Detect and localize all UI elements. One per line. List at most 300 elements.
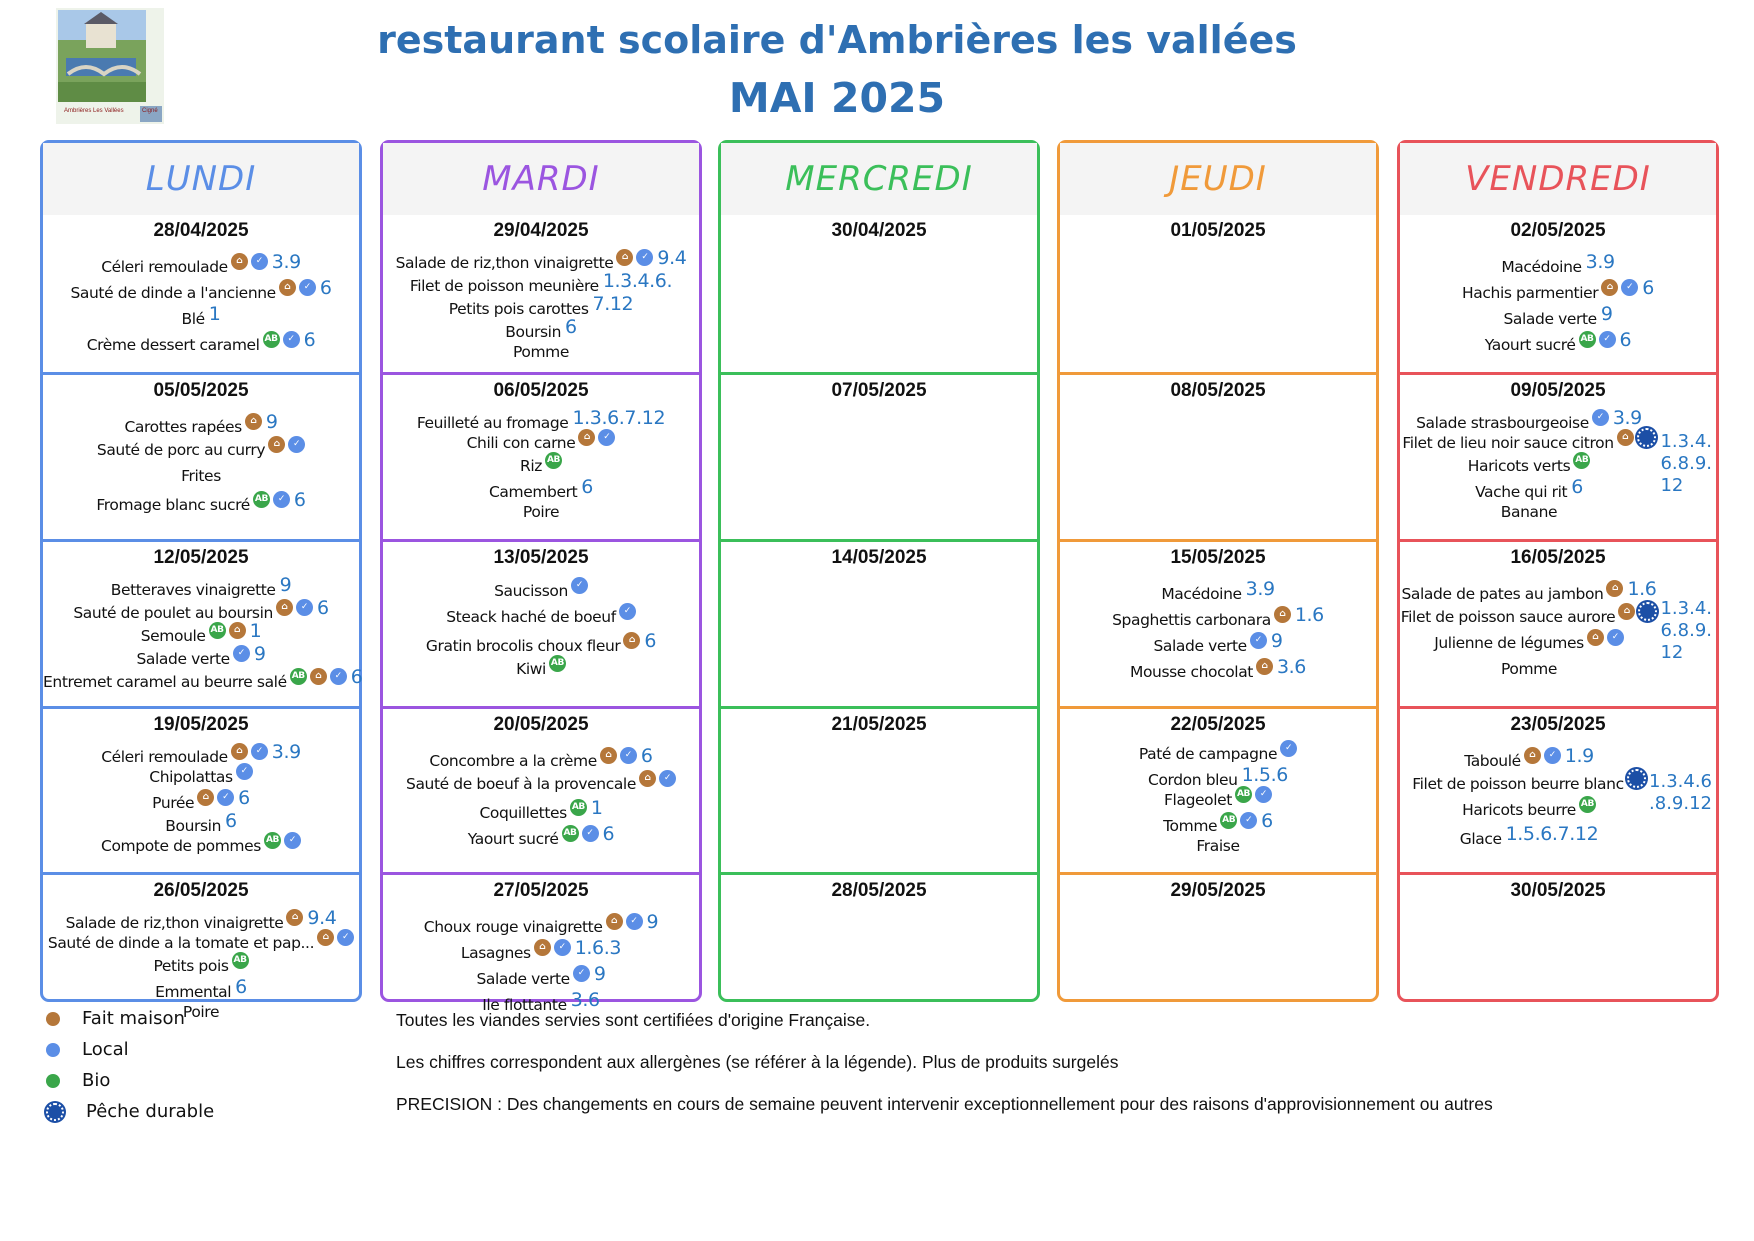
legend-item-maison [46,1008,185,1029]
local-icon: ✓ [1250,632,1267,649]
menu-item [1400,634,1658,652]
menu-item [383,457,699,475]
local-icon: ✓ [251,743,268,760]
fait-maison-icon: ⌂ [1617,429,1634,446]
bio-icon: AB [1573,452,1590,469]
menu-cell [1060,372,1376,539]
dish-name: Boursin [165,817,221,835]
dish-name: Macédoine [1501,258,1582,276]
day-column-mardi [380,140,702,1014]
menu-cell [1400,539,1716,706]
dish-name: Macédoine [1161,585,1242,603]
day-column-mercredi [718,140,1040,1002]
allergen-codes: 6 [640,745,653,767]
local-icon: ✓ [1621,279,1638,296]
local-icon: ✓ [284,832,301,849]
dish-name: Pomme [512,343,569,361]
allergen-codes: 6 [602,823,615,845]
fait-maison-icon: ⌂ [231,743,248,760]
fait-maison-icon: ⌂ [1606,580,1623,597]
day-header: MARDI [383,143,699,215]
dish-name: Poire [522,503,560,521]
menu-item [1060,791,1376,809]
allergen-codes: 6 [225,810,237,832]
allergen-codes: 9.4 [657,247,687,269]
menu-item [1400,823,1658,849]
fait-maison-icon: ⌂ [1601,279,1618,296]
dish-name: Coquillettes [479,804,567,822]
local-icon: ✓ [1607,629,1624,646]
menu-item [383,293,699,319]
fait-maison-icon: ⌂ [317,929,334,946]
local-icon: ✓ [626,913,643,930]
dish-name: Betteraves vinaigrette [110,581,276,599]
dish-name: Mousse chocolat [1129,663,1253,681]
allergen-codes: 9 [593,963,606,985]
allergen-codes: 6 [303,329,316,351]
menu-date: 14/05/2025 [831,547,927,568]
allergen-codes: 1.6 [1627,578,1657,600]
allergen-codes: 3.9 [1612,407,1642,429]
menu-item [1060,604,1376,630]
menu-cell [1060,539,1376,706]
menu-item [1400,608,1658,627]
dish-name: Chipolattas [149,768,233,786]
allergen-codes: 7.12 [592,293,634,315]
menu-item [43,574,359,600]
menu-item [43,957,359,975]
dish-name: Emmental [155,983,232,1001]
fait-maison-icon: ⌂ [268,436,285,453]
allergen-codes: 1 [590,797,603,819]
dish-name: Frites [181,467,221,485]
local-icon: ✓ [582,825,599,842]
menu-item [383,630,699,656]
menu-date: 08/05/2025 [1170,380,1266,401]
dish-name: Yaourt sucré [1484,336,1576,354]
menu-item [1400,303,1716,329]
dish-name: Salade de riz,thon vinaigrette [65,914,284,932]
fait-maison-icon: ⌂ [1587,629,1604,646]
fait-maison-icon: ⌂ [197,789,214,806]
menu-cell [721,872,1037,1002]
allergen-codes: 9.4 [307,907,337,929]
menu-item [43,467,359,485]
bio-icon: AB [264,832,281,849]
menu-cell [721,539,1037,706]
local-icon: ✓ [296,599,313,616]
peche-durable-icon [1637,428,1656,447]
menu-cell [1060,706,1376,872]
menu-date: 29/04/2025 [493,220,589,241]
menu-cell [383,539,699,706]
local-icon: ✓ [659,770,676,787]
dish-name: Entremet caramel au beurre salé [43,673,287,691]
menu-date: 07/05/2025 [831,380,927,401]
bio-icon: AB [232,952,249,969]
menu-item [1060,837,1376,855]
local-icon: ✓ [273,491,290,508]
day-header: JEUDI [1060,143,1376,215]
menu-item [1400,660,1658,678]
allergen-codes: 9 [646,911,659,933]
allergen-codes: 1.6.3 [574,937,622,959]
dish-name: Crème dessert caramel [86,336,260,354]
local-icon: ✓ [636,249,653,266]
legend-label: Pêche durable [86,1101,215,1122]
menu-item [43,768,359,786]
menu-cell [1060,215,1376,372]
dish-name: Boursin [505,323,561,341]
menu-cell [43,539,363,706]
menu-item [43,303,359,329]
menu-item [43,489,359,515]
dish-name: Kiwi [516,660,546,678]
menu-date: 01/05/2025 [1170,220,1266,241]
dish-name: Petits pois [153,957,229,975]
allergen-codes: 6 [565,316,577,338]
allergen-codes: 1.6 [1294,604,1324,626]
bio-icon: AB [562,825,579,842]
allergen-codes: 6 [1261,810,1273,832]
menu-item [1400,407,1658,433]
legend-item-peche [46,1101,214,1122]
dish-name: Julienne de légumes [1434,634,1584,652]
day-header: MERCREDI [721,143,1037,215]
menu-date: 30/05/2025 [1510,880,1606,901]
menu-cell [1400,706,1716,872]
legend-item-bio [46,1070,110,1091]
fish-allergen-codes [1660,431,1712,497]
menu-date: 12/05/2025 [153,547,249,568]
dish-name: Purée [152,794,195,812]
bio-icon: AB [263,331,280,348]
bio-icon: AB [1579,331,1596,348]
menu-cell [721,372,1037,539]
dish-name: Salade de pates au jambon [1401,585,1604,603]
local-icon: ✓ [217,789,234,806]
menu-item [43,620,359,646]
fait-maison-icon: ⌂ [578,429,595,446]
menu-item [383,797,699,823]
local-icon: ✓ [1255,786,1272,803]
menu-item [383,343,699,361]
allergen-codes: 9 [1600,303,1613,325]
dish-name: Saucisson [494,582,568,600]
dish-name: Tomme [1163,817,1218,835]
fait-maison-icon: ⌂ [229,622,246,639]
peche-durable-icon [1638,602,1657,621]
menu-item [1060,578,1376,604]
local-icon [46,1043,60,1057]
menu-item [1400,251,1716,277]
allergen-codes: 3.9 [1245,578,1275,600]
local-icon: ✓ [571,577,588,594]
menu-date: 30/04/2025 [831,220,927,241]
menu-item [1400,578,1658,604]
bio-icon: AB [570,799,587,816]
allergen-line: 1.3.4. [1660,431,1712,452]
dish-name: Céleri remoulade [101,258,228,276]
allergen-codes: 6 [1619,329,1632,351]
page-title: restaurant scolaire d'Ambrières les vallées [377,18,1297,62]
local-icon: ✓ [299,279,316,296]
menu-date: 09/05/2025 [1510,380,1606,401]
allergen-codes: 9 [265,411,278,433]
dish-name: Filet de poisson sauce aurore [1400,608,1616,626]
menu-item [1400,503,1658,521]
note-allergenes: Les chiffres correspondent aux allergènes (se référer à la légende). Plus de produits surgelés [396,1052,1119,1072]
bio-icon: AB [1220,812,1237,829]
logo-caption-left: Ambrières Les Vallées [64,108,124,114]
dish-name: Sauté de dinde a la tomate et pap... [47,934,315,952]
fait-maison-icon: ⌂ [286,909,303,926]
local-icon: ✓ [1240,812,1257,829]
menu-item [1400,434,1658,453]
dish-name: Glace [1459,830,1502,848]
menu-date: 20/05/2025 [493,714,589,735]
local-icon: ✓ [283,331,300,348]
fait-maison-icon: ⌂ [310,668,327,685]
allergen-codes: 9 [279,574,292,596]
menu-item [1400,801,1658,819]
allergen-codes: 6 [644,630,657,652]
menu-item [383,582,699,600]
local-icon: ✓ [236,763,253,780]
allergen-codes: 6 [319,277,332,299]
menu-item [383,660,699,678]
dish-name: Taboulé [1464,752,1521,770]
local-icon: ✓ [620,747,637,764]
menu-item [1060,656,1376,682]
fait-maison-icon: ⌂ [1618,603,1635,620]
menu-cell [1060,872,1376,1002]
local-icon: ✓ [233,645,250,662]
menu-cell [721,215,1037,372]
allergen-line: 1.3.4.6 [1649,771,1712,792]
legend-label: Local [82,1039,129,1060]
allergen-codes: 3.9 [1585,251,1615,273]
menu-date: 21/05/2025 [831,714,927,735]
dish-name: Salade strasbourgeoise [1416,414,1589,432]
dish-name: Yaourt sucré [467,830,559,848]
menu-item [43,837,359,855]
dish-name: Céleri remoulade [101,748,228,766]
menu-item [1400,277,1716,303]
allergen-codes: 1 [249,620,262,642]
dish-name: Spaghettis carbonara [1112,611,1271,629]
dish-name: Feuilleté au fromage [416,414,569,432]
allergen-codes: 1.5.6 [1241,764,1288,786]
allergen-codes: 1.3.6.7.12 [572,407,666,429]
dish-name: Steack haché de boeuf [446,608,616,626]
bio-icon: AB [1235,786,1252,803]
menu-cell [1400,872,1716,1002]
menu-item [383,476,699,502]
allergen-line: 1.3.4. [1660,598,1712,619]
dish-name: Ile flottante [482,996,567,1014]
legend-label: Fait maison [82,1008,185,1029]
allergen-line: 12 [1660,475,1684,496]
local-icon: ✓ [337,929,354,946]
menu-date: 02/05/2025 [1510,220,1606,241]
menu-item [43,597,359,623]
menu-item [43,810,359,836]
menu-cell [383,872,699,1014]
page-subtitle: MAI 2025 [728,74,946,122]
menu-item [1400,476,1658,502]
dish-name: Fraise [1196,837,1240,855]
menu-date: 23/05/2025 [1510,714,1606,735]
dish-name: Sauté de porc au curry [96,441,266,459]
allergen-codes: 1.5.6.7.12 [1505,823,1599,845]
menu-cell [43,706,359,872]
dish-name: Concombre a la crème [429,752,597,770]
menu-date: 27/05/2025 [493,880,589,901]
dish-name: Chili con carne [466,434,576,452]
logo-caption-right: Cigné [142,108,158,114]
menu-date: 22/05/2025 [1170,714,1266,735]
local-icon: ✓ [1592,409,1609,426]
dish-name: Filet de poisson meunière [409,277,599,295]
allergen-codes: 6 [350,666,363,688]
menu-item [383,937,699,963]
menu-cell [721,706,1037,872]
dish-name: Riz [519,457,542,475]
local-icon: ✓ [330,668,347,685]
menu-item [383,823,699,849]
note-viandes: Toutes les viandes servies sont certifiées d'origine Française. [396,1010,871,1030]
day-header: LUNDI [43,143,359,215]
bio-icon: AB [549,655,566,672]
bio-icon [46,1074,60,1088]
menu-item [43,787,359,813]
fait-maison-icon: ⌂ [600,747,617,764]
menu-item [43,907,359,933]
fish-allergen-codes [1649,771,1712,815]
bio-icon: AB [209,622,226,639]
day-column-jeudi [1057,140,1379,1002]
menu-item [383,407,699,433]
menu-item [43,277,359,303]
menu-item [383,911,699,937]
local-icon: ✓ [573,965,590,982]
allergen-codes: 3.9 [271,741,301,763]
menu-item [1060,810,1376,836]
local-icon: ✓ [554,939,571,956]
menu-item [43,643,359,669]
legend-label: Bio [82,1070,111,1091]
menu-date: 26/05/2025 [153,880,249,901]
menu-item [1400,745,1658,771]
dish-name: Poire [182,1003,220,1021]
menu-item [383,434,699,452]
local-icon: ✓ [1544,747,1561,764]
dish-name: Pomme [1500,660,1557,678]
menu-item [383,503,699,521]
local-icon: ✓ [288,436,305,453]
fait-maison-icon: ⌂ [606,913,623,930]
dish-name: Salade verte [1153,637,1247,655]
menu-cell [1400,372,1716,539]
menu-date: 06/05/2025 [493,380,589,401]
fait-maison-icon: ⌂ [245,413,262,430]
menu-date: 13/05/2025 [493,547,589,568]
menu-item [383,270,699,296]
menu-cell [43,215,359,372]
fait-maison-icon: ⌂ [276,599,293,616]
dish-name: Filet de lieu noir sauce citron [1402,434,1614,452]
local-icon: ✓ [619,603,636,620]
menu-item [383,963,699,989]
allergen-codes: 3.6 [1276,656,1307,678]
fait-maison-icon: ⌂ [279,279,296,296]
local-icon: ✓ [1280,740,1297,757]
dish-name: Sauté de poulet au boursin [73,604,273,622]
menu-item [43,441,359,459]
day-header: VENDREDI [1400,143,1716,215]
allergen-line: 12 [1660,642,1684,663]
dish-name: Petits pois carottes [448,300,589,318]
allergen-codes: 9 [253,643,266,665]
allergen-codes: 6 [293,489,306,511]
fait-maison-icon: ⌂ [534,939,551,956]
menu-item [43,741,359,767]
allergen-codes: 1 [208,303,221,325]
menu-item [383,745,699,771]
fait-maison-icon: ⌂ [1524,747,1541,764]
dish-name: Choux rouge vinaigrette [423,918,603,936]
dish-name: Vache qui rit [1475,483,1568,501]
menu-item [43,666,363,692]
dish-name: Compote de pommes [101,837,261,855]
dish-name: Filet de poisson beurre blanc [1412,775,1624,793]
menu-date: 28/04/2025 [153,220,249,241]
day-column-vendredi [1397,140,1719,1002]
bio-icon: AB [1579,796,1596,813]
allergen-line: .8.9.12 [1649,793,1712,814]
dish-name: Carottes rapées [124,418,242,436]
dish-name: Sauté de boeuf à la provencale [406,775,636,793]
fait-maison-icon: ⌂ [1274,606,1291,623]
dish-name: Salade verte [476,970,570,988]
legend-item-local [46,1039,129,1060]
fait-maison-icon: ⌂ [231,253,248,270]
fish-allergen-codes [1660,598,1712,664]
dish-name: Banane [1500,503,1558,521]
menu-item [43,329,359,355]
dish-name: Flageolet [1164,791,1232,809]
bio-icon: AB [290,668,307,685]
allergen-codes: 6 [238,787,250,809]
fait-maison-icon: ⌂ [639,770,656,787]
local-icon: ✓ [1599,331,1616,348]
menu-cell [43,372,359,539]
menu-item [43,934,359,952]
menu-item [1400,775,1658,794]
note-precision: PRECISION : Des changements en cours de semaine peuvent intervenir exceptionnellement pour des raisons d'approvisionnement ou autres [396,1094,1493,1114]
menu-item [1060,745,1376,763]
menu-item [1060,630,1376,656]
dish-name: Sauté de dinde a l'ancienne [70,284,276,302]
dish-name: Cordon bleu [1148,771,1238,789]
menu-item [43,976,359,1002]
fait-maison-icon [46,1012,60,1026]
menu-item [43,411,359,437]
bio-icon: AB [253,491,270,508]
peche-durable-icon [1627,769,1646,788]
dish-name: Fromage blanc sucré [96,496,250,514]
